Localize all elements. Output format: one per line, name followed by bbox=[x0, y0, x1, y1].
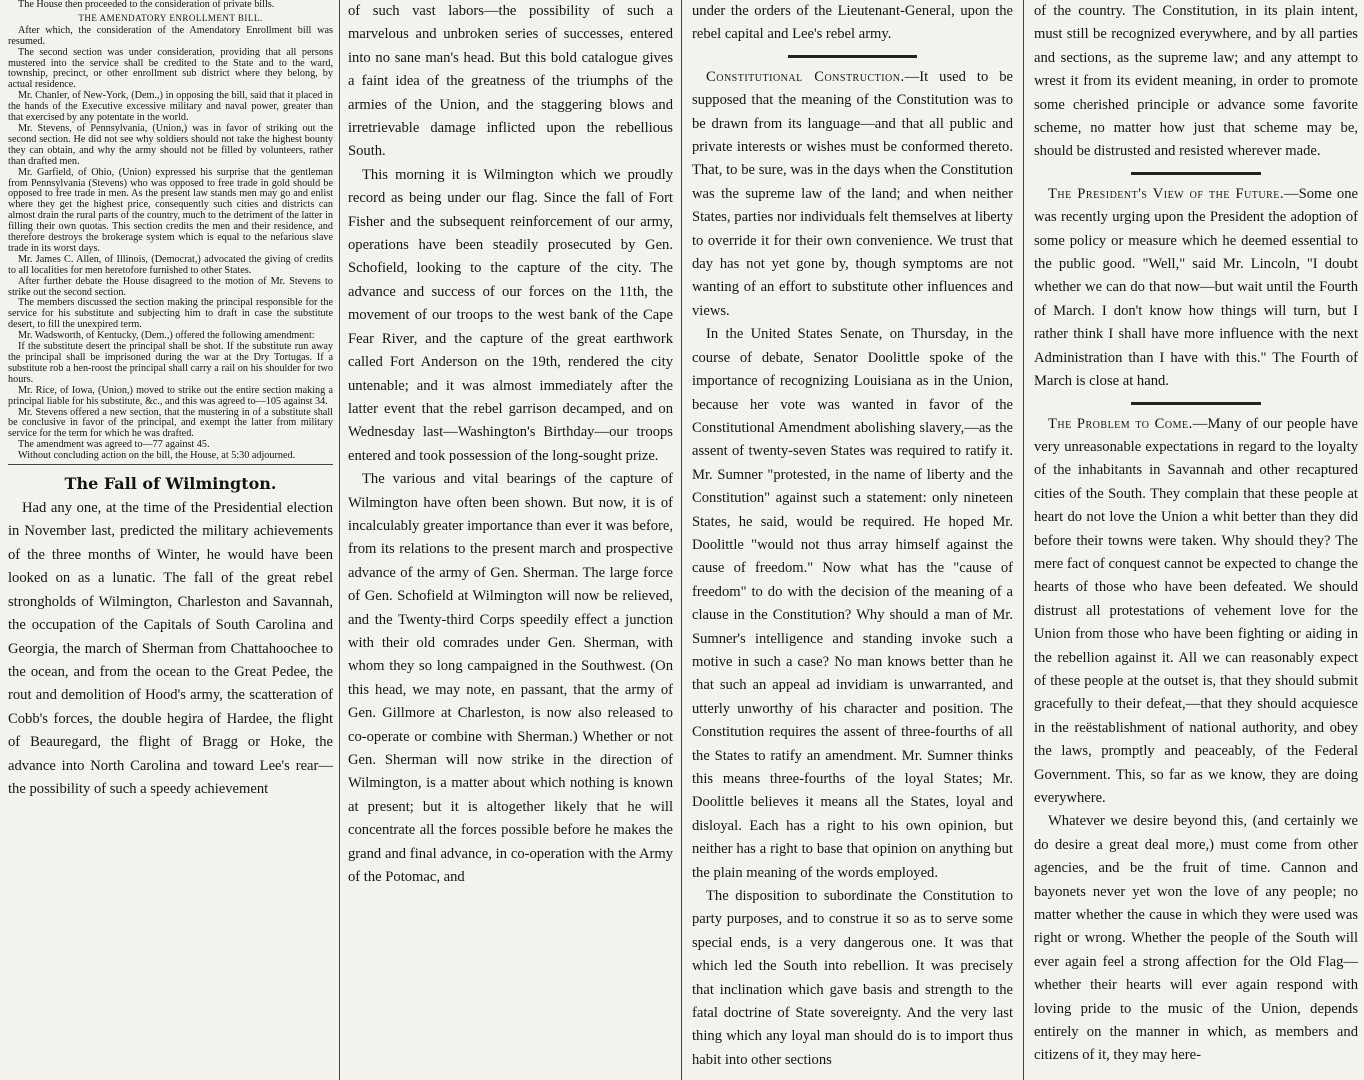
proceedings-paragraph: After which, the consideration of the Amendatory Enrollment bill was resumed. bbox=[8, 24, 333, 47]
proceedings-paragraph: Mr. Stevens, of Pennsylvania, (Union,) was in favor of striking out the second section. He did not see why soldiers should not take the highest bounty they can obtain, and why the army should not be filled by volunteers, rather than drafted men. bbox=[8, 122, 333, 167]
editorial-text: —Many of our people have very unreasonable expectations in regard to the loyalty of the inhabitants in Savannah and other recaptured cities of the South. They complain that these people at heart do not love the Union a whit better than they did before their towns were taken. Why should they? The mere fact of conquest cannot be expected to change the hearts of those who have been defeated. We should distrust all protestations of vehement love for the Union from those who have been fighting or aiding in the rebellion against it. All we can reasonably expect of these people at the outset is, that they should submit gracefully to their defeat,—that they should acquiesce in the reëstablishment of national authority, and obey the laws, promptly and peaceably, of the Federal Government. This, so far as we know, they are doing everywhere. bbox=[1034, 415, 1358, 806]
proceedings-paragraph: Mr. James C. Allen, of Illinois, (Democrat,) advocated the giving of credits to all localities for men heretofore furnished to other States. bbox=[8, 253, 333, 276]
proceedings-paragraph: The amendment was agreed to—77 against 45. bbox=[18, 439, 210, 451]
proceedings-paragraph: The House then proceeded to the consideration of private bills. bbox=[18, 0, 275, 10]
article-title: The Fall of Wilmington. bbox=[64, 474, 277, 494]
proceedings-paragraph: The second section was under consideration, providing that all persons mustered into the service shall be credited to the State and to the ward, township, precinct, or other enrollment sub district where they belong, by actual residence. bbox=[8, 46, 333, 91]
article-paragraph: The various and vital bearings of the capture of Wilmington have often been shown. But now, it is of incalculably greater importance than ever it was before, from its relations to the present march and prospective advance of the army of Gen. Sherman. The large force of Gen. Schofield at Wilmington will now be relieved, and the Twenty-third Corps speedily effect a junction with their old comrades under Gen. Sherman, with whom they so long campaigned in the Southwest. (On this head, we may note, en passant, that the army of Gen. Gillmore at Charleston, is now also released to co-operate or combine with Sherman.) Whether or not Gen. Sherman will now strike in the direction of Wilmington, is a matter about which nothing is known at present; but it is altogether likely that he will concentrate all the forces possible before he makes the grand and final advance, in co-operation with the Army of the Potomac, and bbox=[348, 471, 673, 886]
proceedings-paragraph: After further debate the House disagreed to the motion of Mr. Stevens to strike out the second section. bbox=[8, 275, 333, 298]
house-proceedings bbox=[8, 0, 333, 462]
column-1 bbox=[0, 0, 340, 1080]
editorial-paragraph: In the United States Senate, on Thursday, in the course of debate, Senator Doolittle spoke of the importance of recognizing Louisiana as in the Union, because her vote was wanted in favor of the Constitutional Amendment abolishing slavery,—as the assent of twenty-seven States was required to ratify it. Mr. Sumner "protested, in the name of liberty and the Constitution" against such a statement: only nineteen States, he said, would be required. He hoped Mr. Doolittle "would not thus array himself against the cause of freedom." Now what has the "cause of freedom" to do with the decision of the meaning of a clause in the Constitution? Why should a man of Mr. Sumner's intelligence and standing invoke such a motive in such a case? No man knows better than he that such an appeal ad invidiam is unwarranted, and utterly unworthy of his character and position. The Constitution requires the assent of three-fourths of all the States to ratify an amendment. Mr. Sumner thinks this means three-fourths of the loyal States; Mr. Doolittle believes it means all the States, loyal and disloyal. Each has a right to his own opinion, but neither has a right to base that opinion on anything but the plain meaning of the words employed. bbox=[692, 326, 1013, 881]
editorial-paragraph bbox=[692, 66, 1013, 323]
proceedings-paragraph: Mr. Rice, of Iowa, (Union,) moved to strike out the entire section making a principal liable for his substitute, &c., and this was agreed to—105 against 34. bbox=[8, 384, 333, 407]
proceedings-paragraph: Mr. Stevens offered a new section, that the mustering in of a substitute shall be conclusive in favor of the principal, and exempt the latter from military service for the term for which he was drafted. bbox=[8, 406, 333, 440]
editorial-paragraph: Whatever we desire beyond this, (and certainly we do desire a great deal more,) must come from other agencies, and be the fruit of time. Cannon and bayonets never yet won the love of any people; no matter whether the cause in which they were used was right or wrong. Whether the people of the South will ever again feel a strong affection for the Old Flag—whether their hearts will ever again respond with loving pride to the music of the Union, depends entirely on the manner in which, as members and citizens of it, they may here- bbox=[1034, 813, 1358, 1064]
article-paragraph: Had any one, at the time of the Presidential election in November last, predicted the military achievements of the three months of Winter, he would have been looked on as a lunatic. The fall of the great rebel strongholds of Wilmington, Charleston and Savannah, the occupation of the Capitals of South Carolina and Georgia, the march of Sherman from Chattahoochee to the ocean, and from the ocean to the Great Pedee, the rout and demolition of Hood's army, the scatteration of Cobb's forces, the double hegira of Hardee, the flight of Beauregard, the flight of Bragg or Hoke, the advance into North Carolina and toward Lee's rear—the possibility of such a speedy achievement bbox=[8, 500, 333, 797]
article-paragraph: of such vast labors—the possibility of such a marvelous and unbroken series of successes, entered into no sane man's head. But this bold catalogue gives a faint idea of the greatness of the triumphs of the armies of the Union, and the staggering blows and irretrievable damage inflicted upon the rebellious South. bbox=[348, 3, 673, 160]
column-divider bbox=[8, 464, 333, 465]
article-paragraph: under the orders of the Lieutenant-General, upon the rebel capital and Lee's rebel army. bbox=[692, 3, 1013, 43]
column-4 bbox=[1026, 0, 1364, 1080]
editorial-paragraph bbox=[1034, 183, 1358, 394]
section-rule bbox=[1131, 402, 1261, 405]
proceedings-paragraph: The members discussed the section making the principal responsible for the service for his substitute and subjecting him to draft in case the substitute desert, to fill the unexpired term. bbox=[8, 297, 333, 331]
proceedings-paragraph: Mr. Garfield, of Ohio, (Union) expressed his surprise that the gentleman from Pennsylvania (Stevens) who was opposed to free trade in gold should be opposed to free trade in men. As the present law stands men may go and enlist where they get the highest price, consequently such cities and districts can almost drain the rural parts of the country, much to the detriment of the latter in filling their own quotas. This section credits the men and their residence, and therefore destroys the brokerage system which is equal to the nefarious slave trade in its worst days. bbox=[8, 166, 333, 254]
editorial-lead: The Problem to Come. bbox=[1048, 415, 1193, 432]
proceedings-paragraph: Mr. Wadsworth, of Kentucky, (Dem.,) offered the following amendment: bbox=[18, 330, 315, 342]
editorial-text: —It used to be supposed that the meaning of the Constitution was to be drawn from its language—and that all public and private interests or wishes must be conformed thereto. That, to be sure, was in the days when the Constitution was the supreme law of the land; and when neither States, parties nor individuals felt themselves at liberty to override it for their own convenience. We trust that day has not yet gone by, though symptoms are not wanting of an effort to substitute other influences and views. bbox=[692, 68, 1013, 319]
editorial-paragraph: of the country. The Constitution, in its plain intent, must still be recognized everywhere, and by all parties and sections, as the supreme law; and any attempt to wrest it from its evident meaning, in order to promote some cherished principle or advance some favorite scheme, no matter how just that scheme may be, should be distrusted and resisted wherever made. bbox=[1034, 3, 1358, 160]
proceedings-paragraph: If the substitute desert the principal shall be shot. If the substitute run away the principal shall be imprisoned during the war at the Dry Tortugas. If a substitute rob a hen-roost the principal shall carry a rail on his shoulder for two hours. bbox=[8, 341, 333, 385]
column-2 bbox=[342, 0, 682, 1080]
editorial-paragraph bbox=[1034, 413, 1358, 811]
proceedings-paragraph: Mr. Chanler, of New-York, (Dem.,) in opposing the bill, said that it placed in the hands of the Executive excessive military and naval power, greater than that exercised by any potentate in the world. bbox=[8, 90, 333, 124]
fall-of-wilmington-article bbox=[8, 471, 333, 801]
proceedings-paragraph: Without concluding action on the bill, the House, at 5:30 adjourned. bbox=[18, 450, 296, 462]
editorial-paragraph: The disposition to subordinate the Constitution to party purposes, and to construe it so as to serve some special ends, is a very dangerous one. It was that which led the South into rebellion. It was precisely that inclination which gave basis and strength to the fatal doctrine of State sovereignty. And the very last thing which any loyal man should do is to import thus habit into other sections bbox=[692, 888, 1013, 1068]
section-rule bbox=[788, 55, 916, 58]
section-rule bbox=[1131, 172, 1261, 175]
section-heading: THE AMENDATORY ENROLLMENT BILL. bbox=[78, 12, 263, 23]
editorial-text: —Some one was recently urging upon the President the adoption of some policy or measure which he deemed essential to the public good. "Well," said Mr. Lincoln, "I doubt whether we can do that now—but wait until the Fourth of March. I don't know how things will turn, but I rather think I shall have more influence with the next Administration than I have with this." The Fourth of March is close at hand. bbox=[1034, 185, 1358, 390]
editorial-lead: The President's View of the Future. bbox=[1048, 185, 1285, 202]
article-paragraph: This morning it is Wilmington which we proudly record as being under our flag. Since the fall of Fort Fisher and the subsequent reinforcement of our army, operations have been steadily prosecuted by Gen. Schofield, looking to the capture of the city. The advance and success of our forces on the 11th, the movement of our troops to the west bank of the Cape Fear River, and the capture of the great earthwork called Fort Anderson on the 19th, rendered the city untenable; and it was almost immediately after the latter event that the rebel garrison decamped, and on Wednesday last—Washington's Birthday—our troops entered and took possession of the long-sought prize. bbox=[348, 166, 673, 464]
editorial-lead: Constitutional Construction. bbox=[706, 68, 905, 85]
column-3 bbox=[684, 0, 1024, 1080]
